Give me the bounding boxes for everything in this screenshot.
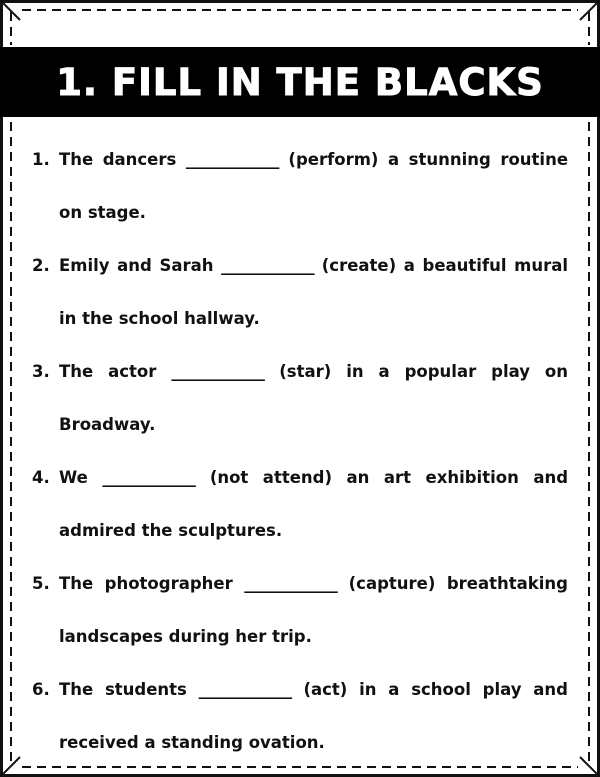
question-text-before: Emily and Sarah: [59, 256, 214, 275]
answer-blank[interactable]: ____________: [185, 150, 279, 169]
question-number: 3.: [32, 362, 50, 381]
question-2: [32, 239, 568, 345]
question-text-before: The dancers: [59, 150, 177, 169]
question-number: 2.: [32, 256, 50, 275]
question-text-after: (act) in a school play and received a standing ovation.: [59, 680, 568, 752]
question-5: [32, 557, 568, 663]
question-text-before: The students: [59, 680, 187, 699]
question-number: 5.: [32, 574, 50, 593]
question-text-before: The actor: [59, 362, 157, 381]
question-number: 4.: [32, 468, 50, 487]
question-text-after: (create) a beautiful mural in the school hallway.: [59, 256, 569, 328]
answer-blank[interactable]: ____________: [221, 256, 315, 275]
question-3: [32, 345, 568, 451]
question-1: [32, 133, 568, 239]
question-text-after: (star) in a popular play on Broadway.: [59, 362, 568, 434]
question-number: 1.: [32, 150, 50, 169]
answer-blank[interactable]: ____________: [102, 468, 196, 487]
question-text-before: The photographer: [59, 574, 233, 593]
question-4: [32, 451, 568, 557]
question-list: [32, 133, 568, 769]
answer-blank[interactable]: ____________: [171, 362, 265, 381]
question-number: 6.: [32, 680, 50, 699]
question-text-after: (not attend) an art exhibition and admired the sculptures.: [59, 468, 569, 540]
answer-blank[interactable]: ____________: [198, 680, 292, 699]
answer-blank[interactable]: ____________: [244, 574, 338, 593]
worksheet-title: 1. FILL IN THE BLACKS: [56, 60, 544, 104]
question-text-after: (perform) a stunning routine on stage.: [59, 150, 569, 222]
question-text-before: We: [59, 468, 88, 487]
question-text-after: (capture) breathtaking landscapes during her trip.: [59, 574, 568, 646]
title-bar: [0, 47, 600, 117]
question-6: [32, 663, 568, 769]
